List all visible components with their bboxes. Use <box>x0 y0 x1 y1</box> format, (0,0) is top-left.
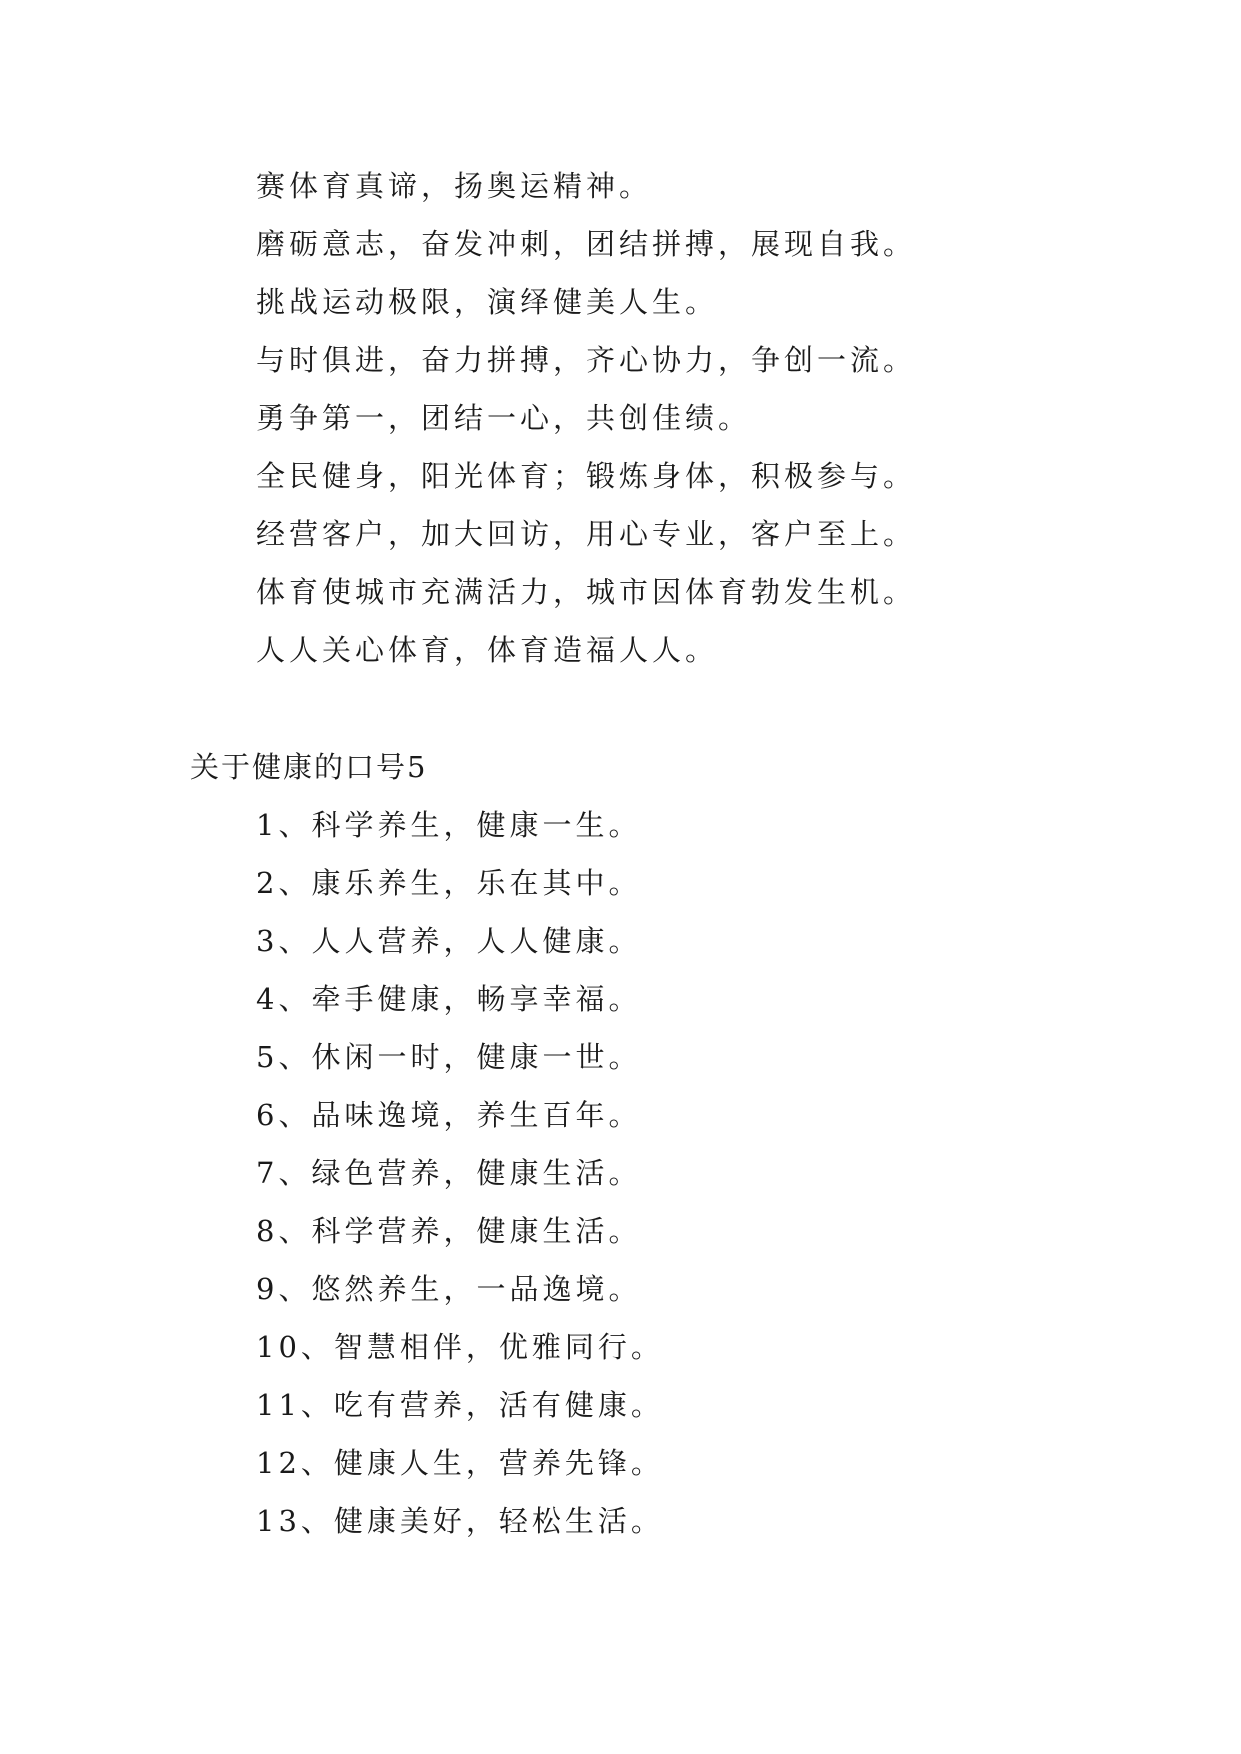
intro-line: 赛体育真谛，扬奥运精神。 <box>256 169 653 203</box>
intro-line: 经营客户，加大回访，用心专业，客户至上。 <box>256 517 917 551</box>
slogan-item: 10、智慧相伴，优雅同行。 <box>256 1330 664 1364</box>
slogan-item: 11、吃有营养，活有健康。 <box>256 1388 664 1422</box>
slogan-item: 8、科学营养，健康生活。 <box>256 1214 642 1248</box>
slogan-item: 7、绿色营养，健康生活。 <box>256 1156 642 1190</box>
slogan-item: 1、科学养生，健康一生。 <box>256 808 642 842</box>
intro-line: 与时俱进，奋力拼搏，齐心协力，争创一流。 <box>256 343 917 377</box>
slogan-item: 5、休闲一时，健康一世。 <box>256 1040 642 1074</box>
intro-line: 磨砺意志，奋发冲刺，团结拼搏，展现自我。 <box>256 227 917 261</box>
intro-line: 挑战运动极限，演绎健美人生。 <box>256 285 719 319</box>
intro-line: 全民健身，阳光体育；锻炼身体，积极参与。 <box>256 459 917 493</box>
intro-line: 人人关心体育，体育造福人人。 <box>256 633 719 667</box>
intro-line: 勇争第一，团结一心，共创佳绩。 <box>256 401 752 435</box>
slogan-item: 4、牵手健康，畅享幸福。 <box>256 982 642 1016</box>
slogan-item: 6、品味逸境，养生百年。 <box>256 1098 642 1132</box>
slogan-item: 2、康乐养生，乐在其中。 <box>256 866 642 900</box>
slogan-item: 13、健康美好，轻松生活。 <box>256 1504 664 1538</box>
slogan-item: 9、悠然养生，一品逸境。 <box>256 1272 642 1306</box>
slogan-item: 3、人人营养，人人健康。 <box>256 924 642 958</box>
slogan-item: 12、健康人生，营养先锋。 <box>256 1446 664 1480</box>
intro-line: 体育使城市充满活力，城市因体育勃发生机。 <box>256 575 917 609</box>
section-heading: 关于健康的口号5 <box>190 750 428 784</box>
